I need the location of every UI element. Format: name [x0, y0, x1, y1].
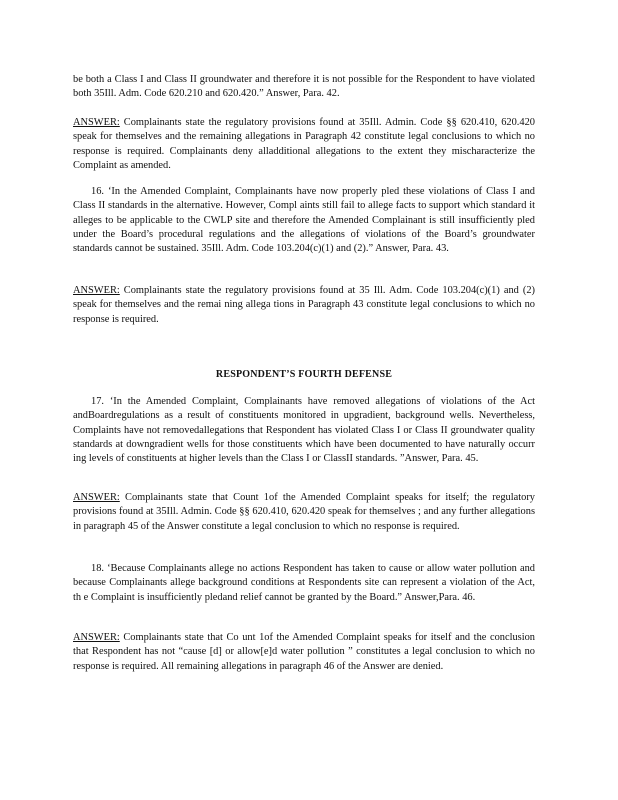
answer-label: ANSWER: [73, 492, 120, 503]
answer-label: ANSWER: [73, 632, 120, 643]
answer-text: Complainants state the regulatory provisions found at 35Ill. Admin. Code §§ 620.410, 620.420 speak for themselves and the remaining allegations in Paragraph 42 constitute legal conclusions to which no response is required. Complainants deny alladditional allegations to the extent they mischaracterize the Complaint as amended. [73, 117, 535, 171]
section-heading: RESPONDENT’S FOURTH DEFENSE [215, 369, 393, 380]
answer-paragraph-43 [73, 284, 535, 327]
answer-label: ANSWER: [73, 285, 120, 296]
answer-paragraph-42 [73, 116, 535, 173]
paragraph-18: 18. ‘Because Complainants allege no actions Respondent has taken to cause or allow water pollution and because Complainants allege background conditions at Respondents site can represent a violation of the Act, th e Complaint is insufficiently pledand relief cannot be granted by the Board.” Answer,Para. 46. [73, 563, 535, 603]
answer-paragraph-45 [73, 491, 535, 534]
answer-text: Complainants state the regulatory provisions found at 35 Ill. Adm. Code 103.204(c)(1) and (2) speak for themselves and the remai ning allega tions in Paragraph 43 constitute legal conclusions to which no response is required. [73, 285, 535, 325]
answer-label: ANSWER: [73, 117, 120, 128]
paragraph-16: 16. ‘In the Amended Complaint, Complainants have now properly pled these violations of Class I and Class II standards in the alternative. However, Compl aints still fail to allege facts to support which standard it alleges to be applicable to the CWLP site and therefore the Amended Complainant is still insufficiently pled under the Board’s procedural regulations and the allegations of violations of the Board’s groundwater standards cannot be sustained. 35Ill. Adm. Code 103.204(c)(1) and (2).” Answer, Para. 43. [73, 186, 535, 255]
answer-paragraph-46 [73, 631, 535, 674]
paragraph-continuation: be both a Class I and Class II groundwater and therefore it is not possible for the Respondent to have violated both 35Ill. Adm. Code 620.210 and 620.420.” Answer, Para. 42. [73, 74, 535, 100]
answer-text: Complainants state that Count 1of the Amended Complaint speaks for itself; the regulatory provisions found at 35Ill. Admin. Code §§ 620.410, 620.420 speak for themselves ; and any further allegations in paragraph 45 of the Answer constitute a legal conclusion to which no response is required. [73, 492, 535, 532]
answer-text: Complainants state that Co unt 1of the Amended Complaint speaks for itself and the conclusion that Respondent has not “cause [d] or allow[e]d water pollution ” constitutes a legal conclusion to which no response is required. All remaining allegations in paragraph 46 of the Answer are denied. [73, 632, 535, 672]
paragraph-17: 17. ‘In the Amended Complaint, Complainants have removed allegations of violations of the Act andBoardregulations as a result of constituents monitored in upgradient, background wells. Nevertheless, Complaints have not removedallegations that Respondent has violated Class I or Class II groundwater quality standards at downgradient wells for those constituents which have been documented to have naturally occurr ing levels of constituents at higher levels than the Class I or ClassII standards. ”Answer, Para. 45. [73, 396, 535, 465]
